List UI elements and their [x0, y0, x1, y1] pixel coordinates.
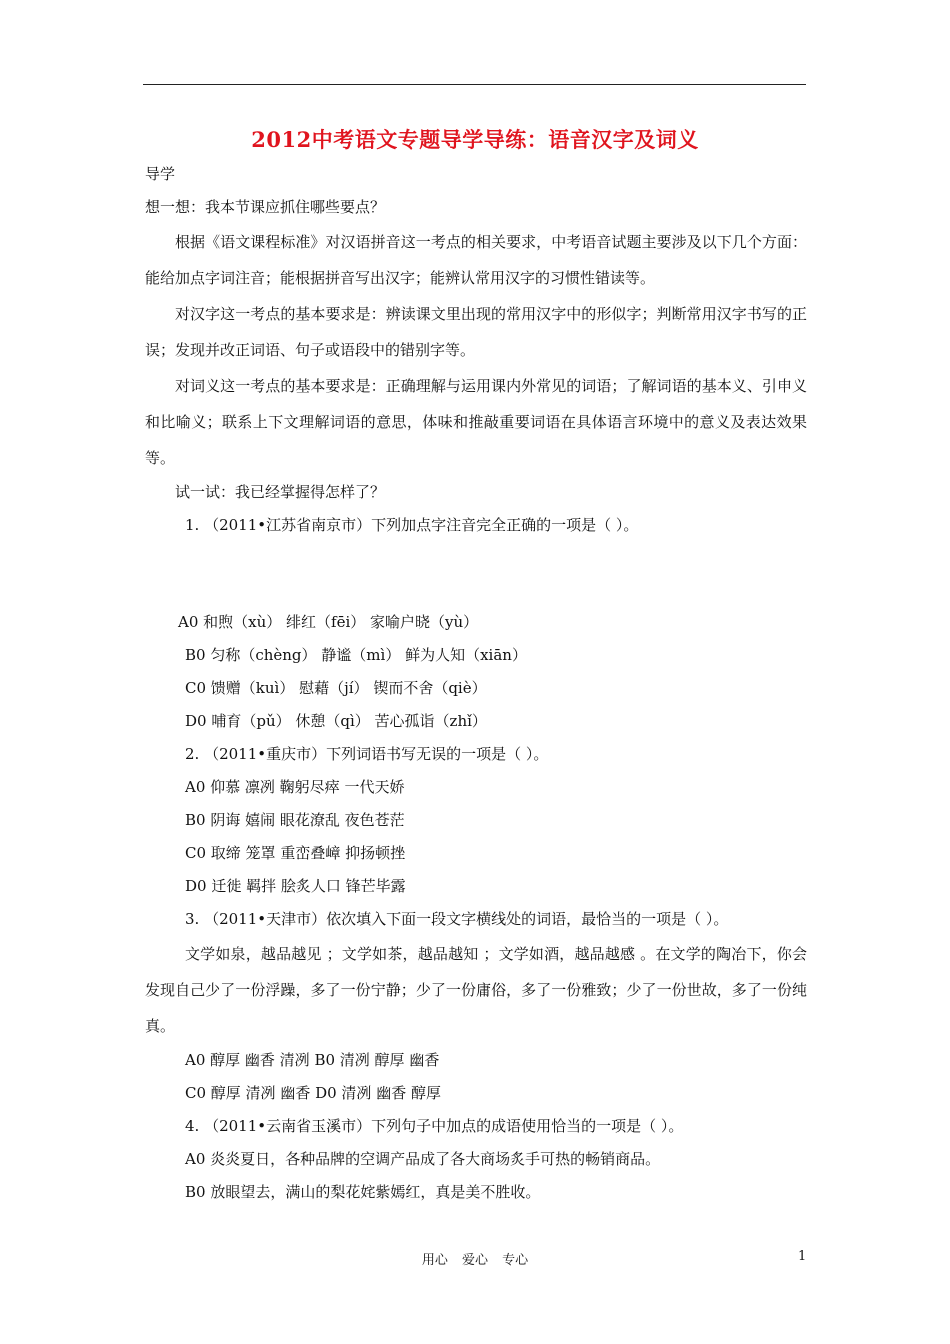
q4-option-a: A0 炎炎夏日，各种品牌的空调产品成了各大商场炙手可热的畅销商品。 — [185, 1150, 661, 1168]
q2-option-a: A0 仰慕 凛冽 鞠躬尽瘁 一代天娇 — [185, 778, 405, 796]
q1-option-a: A0 和煦（xù） 绯红（fēi） 家喻户晓（yù） — [178, 613, 479, 631]
q4-option-b: B0 放眼望去，满山的梨花姹紫嫣红，真是美不胜收。 — [185, 1183, 541, 1201]
q1-option-d: D0 哺育（pǔ） 休憩（qì） 苦心孤诣（zhǐ） — [185, 712, 487, 730]
header-rule — [143, 84, 806, 85]
paragraph-hanzi: 对汉字这一考点的基本要求是：辨读课文里出现的常用汉字中的形似字；判断常用汉字书写的正误；发现并改正词语、句子或语段中的错别字等。 — [145, 305, 807, 359]
page-number: 1 — [798, 1249, 807, 1264]
q2-option-d: D0 迁徙 羁拌 脍炙人口 锋芒毕露 — [185, 877, 406, 895]
section-heading: 导学 — [145, 165, 176, 183]
q3-options-cd: C0 醇厚 清冽 幽香 D0 清冽 幽香 醇厚 — [185, 1084, 441, 1102]
question-3-stem: 3. （2011•天津市）依次填入下面一段文字横线处的词语，最恰当的一项是（ ）。 — [185, 910, 729, 928]
question-2-stem: 2. （2011•重庆市）下列词语书写无误的一项是（ ）。 — [185, 745, 549, 763]
q1-option-c: C0 馈赠（kuì） 慰藉（jí） 锲而不舍（qiè） — [185, 679, 487, 697]
question-1-stem: 1. （2011•江苏省南京市）下列加点字注音完全正确的一项是（ ）。 — [185, 516, 639, 534]
question-4-stem: 4. （2011•云南省玉溪市）下列句子中加点的成语使用恰当的一项是（ ）。 — [185, 1117, 684, 1135]
paragraph-ciyi: 对词义这一考点的基本要求是：正确理解与运用课内外常见的词语；了解词语的基本义、引申义和比喻义；联系上下文理解词语的意思，体味和推敲重要词语在具体语言环境中的意义及表达效果等。 — [145, 377, 807, 467]
footer-motto: 用心 爱心 专心 — [421, 1253, 529, 1268]
q3-options-ab: A0 醇厚 幽香 清冽 B0 清冽 醇厚 幽香 — [185, 1051, 440, 1069]
q2-option-b: B0 阴诲 嬉闹 眼花潦乱 夜色苍茫 — [185, 811, 405, 829]
q3-passage: 文学如泉，越品越见 ；文学如茶，越品越知 ；文学如酒，越品越感 。在文学的陶冶下，你会发现自己少了一份浮躁，多了一份宁静；少了一份庸俗，多了一份雅致；少了一份世故，多了一份纯真。 — [145, 945, 807, 1035]
q2-option-c: C0 取缔 笼罩 重峦叠嶂 抑扬顿挫 — [185, 844, 406, 862]
think-prompt: 想一想：我本节课应抓住哪些要点？ — [145, 198, 386, 216]
paragraph-pinyin: 根据《语文课程标准》对汉语拼音这一考点的相关要求，中考语音试题主要涉及以下几个方面：能给加点字词注音；能根据拼音写出汉字；能辨认常用汉字的习惯性错读等。 — [145, 233, 807, 287]
document-body — [145, 158, 807, 1209]
question-1-gap — [145, 542, 807, 606]
document-title: 2012中考语文专题导学导练：语音汉字及词义 — [251, 127, 699, 152]
try-prompt: 试一试：我已经掌握得怎样了？ — [175, 483, 386, 501]
q1-option-b: B0 匀称（chèng） 静谧（mì） 鲜为人知（xiān） — [185, 646, 527, 664]
